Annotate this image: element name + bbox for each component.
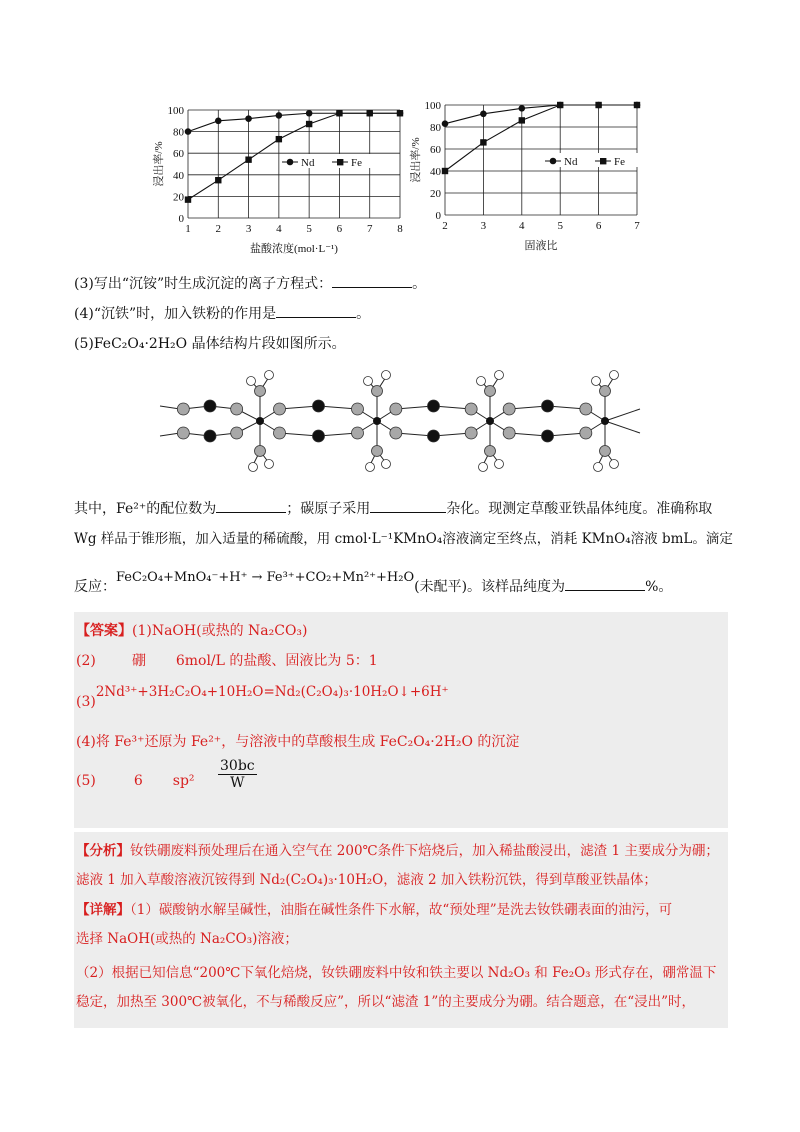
- y-tick-label: 80: [430, 122, 441, 134]
- answer-line-1: 【答案】(1)NaOH(或热的 Na₂CO₃): [76, 623, 308, 639]
- oxygen-atom: [600, 446, 611, 457]
- data-point-fe: [634, 102, 640, 108]
- oxygen-atom: [352, 403, 364, 415]
- y-tick-label: 0: [178, 213, 184, 225]
- data-point-fe: [367, 110, 373, 116]
- oxygen-atom: [465, 403, 477, 415]
- data-point-fe: [245, 156, 251, 162]
- x-tick-label: 1: [185, 223, 191, 235]
- x-tick-label: 2: [215, 223, 222, 235]
- series-line-nd: [445, 105, 637, 124]
- carbon-atom: [542, 400, 554, 412]
- data-point-fe: [557, 102, 563, 108]
- hydrogen-atom: [477, 377, 486, 386]
- carbon-atom: [542, 430, 554, 442]
- legend-marker: [337, 159, 343, 165]
- data-point-nd: [276, 112, 283, 119]
- data-point-nd: [306, 110, 313, 117]
- hydrogen-atom: [382, 371, 391, 380]
- answer-line-5: (5) 6 sp²: [76, 773, 195, 789]
- data-point-nd: [519, 105, 526, 112]
- purity-fraction: 30bc W: [220, 758, 255, 791]
- y-tick-label: 80: [173, 126, 184, 139]
- answer-line-4: (4)将 Fe³⁺还原为 Fe²⁺，与溶液中的草酸根生成 FeC₂O₄·2H₂O 的沉淀: [76, 734, 520, 750]
- y-axis-label: 浸出率/%: [153, 141, 165, 187]
- y-axis-label: 浸出率/%: [410, 137, 422, 183]
- hydrogen-atom: [249, 463, 258, 472]
- oxygen-atom: [177, 427, 189, 439]
- data-point-fe: [185, 196, 191, 202]
- y-tick-label: 0: [435, 210, 441, 222]
- x-tick-label: 4: [519, 220, 525, 232]
- chart-leaching-vs-hcl: [150, 98, 420, 260]
- legend-label: Fe: [351, 157, 362, 169]
- answer-line-2: (2) 硼 6mol/L 的盐酸、固液比为 5：1: [76, 653, 378, 669]
- data-point-fe: [519, 117, 525, 123]
- legend-marker: [600, 158, 606, 164]
- bond: [605, 421, 640, 433]
- y-tick-label: 40: [173, 169, 184, 182]
- analysis-line-5: （2）根据已知信息“200℃下氧化焙烧，钕铁硼废料中钕和铁主要以 Nd₂O₃ 和 Fe₂O₃ 形式存在，硼常温下: [76, 965, 717, 981]
- iron-atom: [373, 417, 381, 425]
- answer-blank: [216, 498, 286, 513]
- x-tick-label: 4: [276, 223, 282, 235]
- legend-label: Fe: [614, 156, 625, 168]
- legend-label: Nd: [301, 157, 315, 169]
- crystal-structure-figure: [155, 366, 645, 474]
- data-point-fe: [336, 110, 342, 116]
- oxygen-atom: [503, 403, 515, 415]
- legend-label: Nd: [564, 156, 578, 168]
- x-axis-label: 盐酸浓度(mol·L⁻¹): [250, 243, 338, 255]
- bond: [605, 409, 640, 421]
- data-point-fe: [480, 139, 486, 145]
- hydrogen-atom: [610, 460, 619, 469]
- answer-blank: [565, 576, 645, 591]
- data-point-nd: [442, 120, 449, 127]
- question-5-text-1: 其中，Fe²⁺的配位数为 ；碳原子采用 杂化。现测定草酸亚铁晶体纯度。准确称取: [74, 498, 712, 520]
- hydrogen-atom: [592, 377, 601, 386]
- answer-blank: [276, 303, 356, 318]
- question-3: (3)写出“沉铵”时生成沉淀的离子方程式： 。: [74, 273, 426, 295]
- hydrogen-atom: [382, 460, 391, 469]
- question-5-text-3: 反应：FeC₂O₄+MnO₄⁻+H⁺ → Fe³⁺+CO₂+Mn²⁺+H₂O(未配平)。该样品纯度为 %。: [74, 576, 672, 599]
- oxygen-atom: [485, 386, 496, 397]
- y-tick-label: 40: [430, 166, 441, 178]
- legend-marker: [550, 158, 557, 165]
- x-tick-label: 3: [480, 220, 487, 232]
- analysis-line-2: 滤液 1 加入草酸溶液沉铵得到 Nd₂(C₂O₄)₃·10H₂O，滤液 2 加入铁粉沉铁，得到草酸亚铁晶体；: [76, 872, 657, 888]
- oxygen-atom: [255, 446, 266, 457]
- x-tick-label: 2: [442, 220, 448, 232]
- oxygen-atom: [177, 403, 189, 415]
- y-tick-label: 100: [167, 105, 184, 117]
- titration-equation: FeC₂O₄+MnO₄⁻+H⁺ → Fe³⁺+CO₂+Mn²⁺+H₂O: [116, 570, 415, 585]
- x-tick-label: 7: [366, 223, 373, 235]
- analysis-line-6: 稳定，加热至 300℃被氧化，不与稀酸反应”，所以“滤渣 1”的主要成分为硼。结合题意，在“浸出”时，: [76, 994, 696, 1010]
- iron-atom: [486, 417, 494, 425]
- oxygen-atom: [465, 427, 477, 439]
- chart-leaching-vs-solid-liquid: [405, 98, 665, 260]
- analysis-line-1: 【分析】钕铁硼废料预处理后在通入空气在 200℃条件下焙烧后，加入稀盐酸浸出，滤渣 1 主要成分为硼；: [76, 843, 719, 859]
- x-tick-label: 3: [245, 223, 252, 235]
- oxygen-atom: [231, 403, 243, 415]
- oxygen-atom: [372, 446, 383, 457]
- oxygen-atom: [274, 403, 286, 415]
- x-tick-label: 5: [557, 220, 563, 232]
- carbon-atom: [428, 430, 440, 442]
- question-5-text-2: Wg 样品于锥形瓶，加入适量的稀硫酸，用 cmol·L⁻¹KMnO₄溶液滴定至终点，消耗 KMnO₄溶液 bmL。滴定: [74, 531, 733, 547]
- oxygen-atom: [274, 427, 286, 439]
- oxygen-atom: [231, 427, 243, 439]
- data-point-fe: [276, 136, 282, 142]
- y-tick-label: 60: [173, 148, 184, 161]
- question-5: (5)FeC₂O₄·2H₂O 晶体结构片段如图所示。: [74, 336, 346, 352]
- answer-line-3: (3)2Nd³⁺+3H₂C₂O₄+10H₂O=Nd₂(C₂O₄)₃·10H₂O↓+6H⁺: [76, 684, 449, 710]
- oxygen-atom: [503, 427, 515, 439]
- hydrogen-atom: [366, 463, 375, 472]
- oxygen-atom: [372, 386, 383, 397]
- hydrogen-atom: [265, 371, 274, 380]
- oxygen-atom: [352, 427, 364, 439]
- y-tick-label: 60: [430, 144, 441, 156]
- data-point-fe: [442, 168, 448, 174]
- oxygen-atom: [390, 427, 402, 439]
- hydrogen-atom: [364, 377, 373, 386]
- data-point-fe: [215, 177, 221, 183]
- carbon-atom: [204, 400, 216, 412]
- hydrogen-atom: [594, 463, 603, 472]
- data-point-fe: [306, 121, 312, 127]
- x-tick-label: 6: [595, 220, 602, 232]
- y-tick-label: 100: [424, 100, 441, 112]
- iron-atom: [256, 417, 264, 425]
- x-tick-label: 6: [336, 223, 343, 235]
- question-4: (4)“沉铁”时，加入铁粉的作用是 。: [74, 303, 370, 325]
- data-point-fe: [595, 102, 601, 108]
- oxygen-atom: [580, 427, 592, 439]
- legend-marker: [287, 159, 294, 166]
- data-point-nd: [480, 111, 487, 118]
- oxygen-atom: [485, 446, 496, 457]
- hydrogen-atom: [247, 377, 256, 386]
- hydrogen-atom: [495, 460, 504, 469]
- analysis-line-3: 【详解】（1）碳酸钠水解呈碱性，油脂在碱性条件下水解，故“预处理”是洗去钕铁硼表面的油污，可: [76, 902, 673, 918]
- hydrogen-atom: [495, 371, 504, 380]
- oxygen-atom: [600, 386, 611, 397]
- data-point-nd: [185, 128, 192, 135]
- oxygen-atom: [255, 386, 266, 397]
- analysis-line-4: 选择 NaOH(或热的 Na₂CO₃)溶液；: [76, 931, 298, 947]
- carbon-atom: [428, 400, 440, 412]
- y-tick-label: 20: [173, 191, 184, 204]
- hydrogen-atom: [479, 463, 488, 472]
- x-tick-label: 8: [397, 223, 403, 235]
- iron-atom: [601, 417, 609, 425]
- data-point-nd: [215, 118, 222, 125]
- answer-blank: [370, 498, 446, 513]
- carbon-atom: [313, 430, 325, 442]
- answer-section: [74, 612, 728, 828]
- data-point-nd: [245, 115, 252, 122]
- data-point-fe: [397, 110, 403, 116]
- answer-blank: [332, 273, 412, 288]
- hydrogen-atom: [610, 371, 619, 380]
- x-axis-label: 固液比: [524, 240, 558, 252]
- oxygen-atom: [390, 403, 402, 415]
- oxygen-atom: [580, 403, 592, 415]
- carbon-atom: [204, 430, 216, 442]
- x-tick-label: 5: [306, 223, 312, 235]
- x-tick-label: 7: [634, 220, 640, 232]
- y-tick-label: 20: [430, 188, 441, 200]
- hydrogen-atom: [265, 460, 274, 469]
- carbon-atom: [313, 400, 325, 412]
